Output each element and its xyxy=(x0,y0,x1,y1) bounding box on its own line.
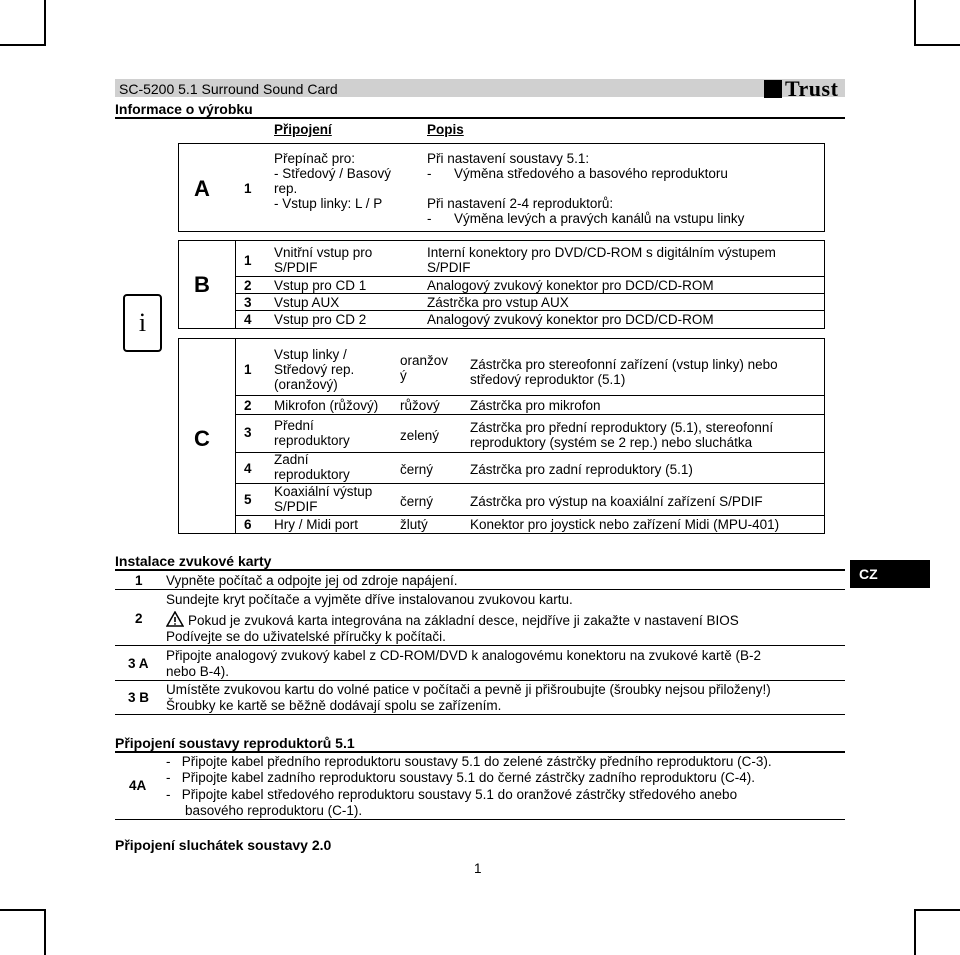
brand-logo xyxy=(764,76,838,102)
rule xyxy=(235,276,825,277)
description-text: Zástrčka pro zadní reproduktory (5.1) xyxy=(470,462,693,477)
row-number: 1 xyxy=(244,253,252,268)
rule xyxy=(235,515,825,516)
step-text: Umístěte zvukovou kartu do volné patice v počítači a pevně ji přišroubujte (šroubky nejsou přiloženy!) xyxy=(166,682,771,697)
description-text: Analogový zvukový konektor pro DCD/CD-ROM xyxy=(427,278,714,293)
crop-mark xyxy=(44,909,46,955)
step-text: - Připojte kabel předního reproduktoru soustavy 5.1 do zelené zástrčky předního reproduktoru (C-3). xyxy=(166,754,772,769)
description-text: S/PDIF xyxy=(427,260,471,275)
connection-text: reproduktory xyxy=(274,467,350,482)
color-text: ý xyxy=(400,368,407,383)
rule xyxy=(115,714,845,715)
connection-text: - Vstup linky: L / P xyxy=(274,196,383,211)
section-subtitle: Informace o výrobku xyxy=(115,101,253,117)
rule xyxy=(115,819,845,820)
step-text xyxy=(166,611,739,628)
step-number: 3 A xyxy=(128,656,149,671)
step-number: 3 B xyxy=(128,690,150,705)
rule xyxy=(178,338,179,533)
install-title: Instalace zvukové karty xyxy=(115,553,272,569)
step-text: nebo B-4). xyxy=(166,664,230,679)
description-text: - Výměna středového a basového reproduktoru xyxy=(427,166,728,181)
warning-icon xyxy=(166,611,184,627)
crop-mark xyxy=(914,0,916,46)
description-text: Zástrčka pro přední reproduktory (5.1), stereofonní xyxy=(470,420,774,435)
connection-text: Vstup linky / xyxy=(274,347,347,362)
col-header-description: Popis xyxy=(427,122,464,137)
row-number: 2 xyxy=(244,398,252,413)
color-text: černý xyxy=(400,494,434,509)
connection-text: Přední xyxy=(274,418,314,433)
color-text: oranžov xyxy=(400,353,449,368)
step-number: 2 xyxy=(135,611,143,626)
step-number: 4A xyxy=(129,778,147,793)
row-number: 1 xyxy=(244,362,252,377)
connection-text: Hry / Midi port xyxy=(274,517,359,532)
crop-mark xyxy=(44,0,46,46)
connection-text: - Středový / Basový xyxy=(274,166,392,181)
document-title: SC-5200 5.1 Surround Sound Card xyxy=(119,81,338,97)
row-number: 3 xyxy=(244,425,252,440)
row-number: 2 xyxy=(244,278,252,293)
description-text: středový reproduktor (5.1) xyxy=(470,372,626,387)
step-text: - Připojte kabel zadního reproduktoru soustavy 5.1 do černé zástrčky zadního reproduktoru (C-4). xyxy=(166,770,756,785)
connection-text: reproduktory xyxy=(274,433,350,448)
rule xyxy=(115,589,845,590)
rule xyxy=(178,240,179,328)
step-text: Vypněte počítač a odpojte jej od zdroje napájení. xyxy=(166,573,458,588)
row-number: 3 xyxy=(244,295,252,310)
rule xyxy=(824,143,825,231)
description-text: Interní konektory pro DVD/CD-ROM s digitálním výstupem xyxy=(427,245,776,260)
rule xyxy=(235,310,825,311)
description-text: - Výměna levých a pravých kanálů na vstupu linky xyxy=(427,211,745,226)
row-number: 6 xyxy=(244,517,252,532)
rule xyxy=(178,231,825,232)
row-number: 5 xyxy=(244,492,252,507)
rule xyxy=(178,143,825,144)
speakers-title: Připojení soustavy reproduktorů 5.1 xyxy=(115,735,355,751)
description-text: Při nastavení soustavy 5.1: xyxy=(427,151,590,166)
section-letter-b: B xyxy=(194,272,210,297)
rule xyxy=(178,533,825,534)
description-text: Zástrčka pro stereofonní zařízení (vstup linky) nebo xyxy=(470,357,778,372)
rule xyxy=(178,143,179,231)
warning-text: Pokud je zvuková karta integrována na základní desce, nejdříve ji zakažte v nastavení BIOS xyxy=(188,613,739,628)
rule xyxy=(235,452,825,453)
step-text: Připojte analogový zvukový kabel z CD-ROM/DVD k analogovému konektoru na zvukové kartě (B-2 xyxy=(166,648,762,663)
crop-mark xyxy=(914,909,960,911)
crop-mark xyxy=(914,44,960,46)
description-text: reproduktory (systém se 2 rep.) nebo sluchátka xyxy=(470,435,753,450)
row-number: 1 xyxy=(244,181,252,196)
connection-text: Vstup AUX xyxy=(274,295,340,310)
rule xyxy=(824,338,825,533)
description-text: Konektor pro joystick nebo zařízení Midi (MPU-401) xyxy=(470,517,780,532)
description-text: Analogový zvukový konektor pro DCD/CD-ROM xyxy=(427,312,714,327)
rule xyxy=(115,680,845,681)
crop-mark xyxy=(0,44,46,46)
connection-text: Vnitřní vstup pro xyxy=(274,245,373,260)
rule xyxy=(235,338,236,533)
step-number: 1 xyxy=(135,573,143,588)
rule xyxy=(178,328,825,329)
row-number: 4 xyxy=(244,461,252,476)
section-letter-c: C xyxy=(194,426,210,451)
description-text: Při nastavení 2-4 reproduktorů: xyxy=(427,196,614,211)
step-text: - Připojte kabel středového reproduktoru soustavy 5.1 do oranžové zástrčky středového anebo xyxy=(166,787,738,802)
connection-text: Vstup pro CD 2 xyxy=(274,312,367,327)
divider xyxy=(115,569,845,571)
rule xyxy=(235,414,825,415)
crop-mark xyxy=(0,909,46,911)
rule xyxy=(235,240,236,328)
connection-text: S/PDIF xyxy=(274,260,318,275)
step-text: basového reproduktoru (C-1). xyxy=(185,803,363,818)
connection-text: Zadní xyxy=(274,452,309,467)
connection-text: Mikrofon (růžový) xyxy=(274,398,379,413)
rule xyxy=(178,240,825,241)
connection-text: (oranžový) xyxy=(274,377,338,392)
connection-text: Vstup pro CD 1 xyxy=(274,278,367,293)
step-text: Podívejte se do uživatelské příručky k počítači. xyxy=(166,629,446,644)
logo-text: Trust xyxy=(785,76,839,101)
info-icon: i xyxy=(123,294,162,352)
rule xyxy=(115,645,845,646)
color-text: černý xyxy=(400,462,434,477)
rule xyxy=(178,338,825,339)
step-text: Šroubky ke kartě se běžně dodávají spolu se zařízením. xyxy=(166,698,502,713)
connection-text: Středový rep. xyxy=(274,362,355,377)
connection-text: rep. xyxy=(274,181,298,196)
divider xyxy=(115,117,845,119)
crop-mark xyxy=(914,909,916,955)
col-header-connection: Připojení xyxy=(274,122,332,137)
connection-text: S/PDIF xyxy=(274,499,318,514)
rule xyxy=(824,240,825,328)
row-number: 4 xyxy=(244,312,252,327)
step-text: Sundejte kryt počítače a vyjměte dříve instalovanou zvukovou kartu. xyxy=(166,592,573,607)
trust-logo-icon xyxy=(764,80,782,98)
description-text: Zástrčka pro výstup na koaxiální zařízení S/PDIF xyxy=(470,494,763,509)
connection-text: Přepínač pro: xyxy=(274,151,356,166)
page-number: 1 xyxy=(474,861,482,876)
rule xyxy=(235,293,825,294)
color-text: růžový xyxy=(400,398,440,413)
rule xyxy=(235,395,825,396)
color-text: žlutý xyxy=(400,517,428,532)
section-letter-a: A xyxy=(194,176,210,201)
headphones-title: Připojení sluchátek soustavy 2.0 xyxy=(115,837,332,853)
language-badge: CZ xyxy=(850,560,930,588)
divider xyxy=(115,751,845,753)
connection-text: Koaxiální výstup xyxy=(274,484,373,499)
description-text: Zástrčka pro mikrofon xyxy=(470,398,601,413)
description-text: Zástrčka pro vstup AUX xyxy=(427,295,569,310)
color-text: zelený xyxy=(400,428,440,443)
